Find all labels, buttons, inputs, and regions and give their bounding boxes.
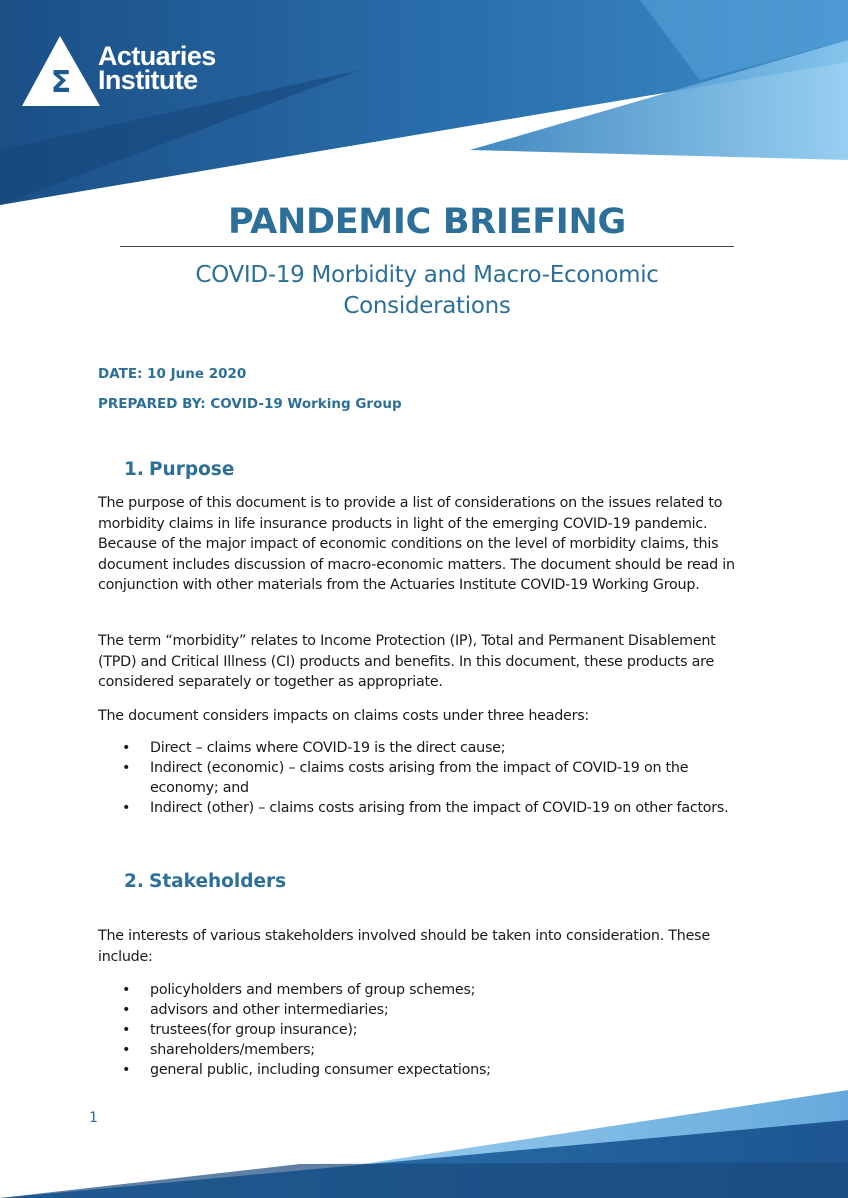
stakeholders-paragraph: The interests of various stakeholders involved should be taken into consideration. These include: [98,928,710,965]
subtitle-line-1: COVID-19 Morbidity and Macro-Economic [195,262,659,288]
impact-headers-list [98,738,758,818]
list-item: • general public, including consumer expectations; [98,1060,758,1080]
stakeholders-list [98,980,758,1080]
prepared-by: PREPARED BY: COVID-19 Working Group [98,396,402,412]
page-number: 1 [89,1110,98,1126]
list-item: • policyholders and members of group schemes; [98,980,758,1000]
logo-line-1: Actuaries [98,41,216,71]
document-date: DATE: 10 June 2020 [98,366,247,382]
list-item: • trustees(for group insurance); [98,1020,758,1040]
page-subtitle [120,260,734,322]
section-number: 1. [124,459,144,480]
subtitle-line-2: Considerations [343,293,511,319]
purpose-paragraph-2: The term “morbidity” relates to Income Protection (IP), Total and Permanent Disablement (TPD) and Critical Illness (CI) products and benefits. In this document, these products are considered separately or together as appropriate. [98,633,716,691]
list-item: • Direct – claims where COVID-19 is the direct cause; [98,738,758,758]
list-item: • shareholders/members; [98,1040,758,1060]
section-title: Purpose [149,459,235,480]
section-heading-purpose [124,459,234,480]
footer-banner [0,1080,848,1198]
section-title: Stakeholders [149,871,287,892]
list-item: • Indirect (economic) – claims costs arising from the impact of COVID-19 on the economy; and [98,758,758,798]
list-item: • Indirect (other) – claims costs arising from the impact of COVID-19 on other factors. [98,798,758,818]
logo-wordmark [98,41,216,95]
section-heading-stakeholders [124,871,286,892]
logo-line-2: Institute [98,65,198,95]
section-number: 2. [124,871,144,892]
purpose-paragraph-3: The document considers impacts on claims costs under three headers: [98,708,589,724]
list-item: • advisors and other intermediaries; [98,1000,758,1020]
sigma-icon: Σ [50,65,72,100]
page-title: PANDEMIC BRIEFING [228,202,626,242]
title-divider [120,246,734,247]
purpose-paragraph-1: The purpose of this document is to provide a list of considerations on the issues related to morbidity claims in life insurance products in light of the emerging COVID-19 pandemic. Because of the major impact of economic conditions on the level of morbidity claims, this document includes discussion of macro-economic matters. The document should be read in conjunction with other materials from the Actuaries Institute COVID-19 Working Group. [98,495,735,594]
